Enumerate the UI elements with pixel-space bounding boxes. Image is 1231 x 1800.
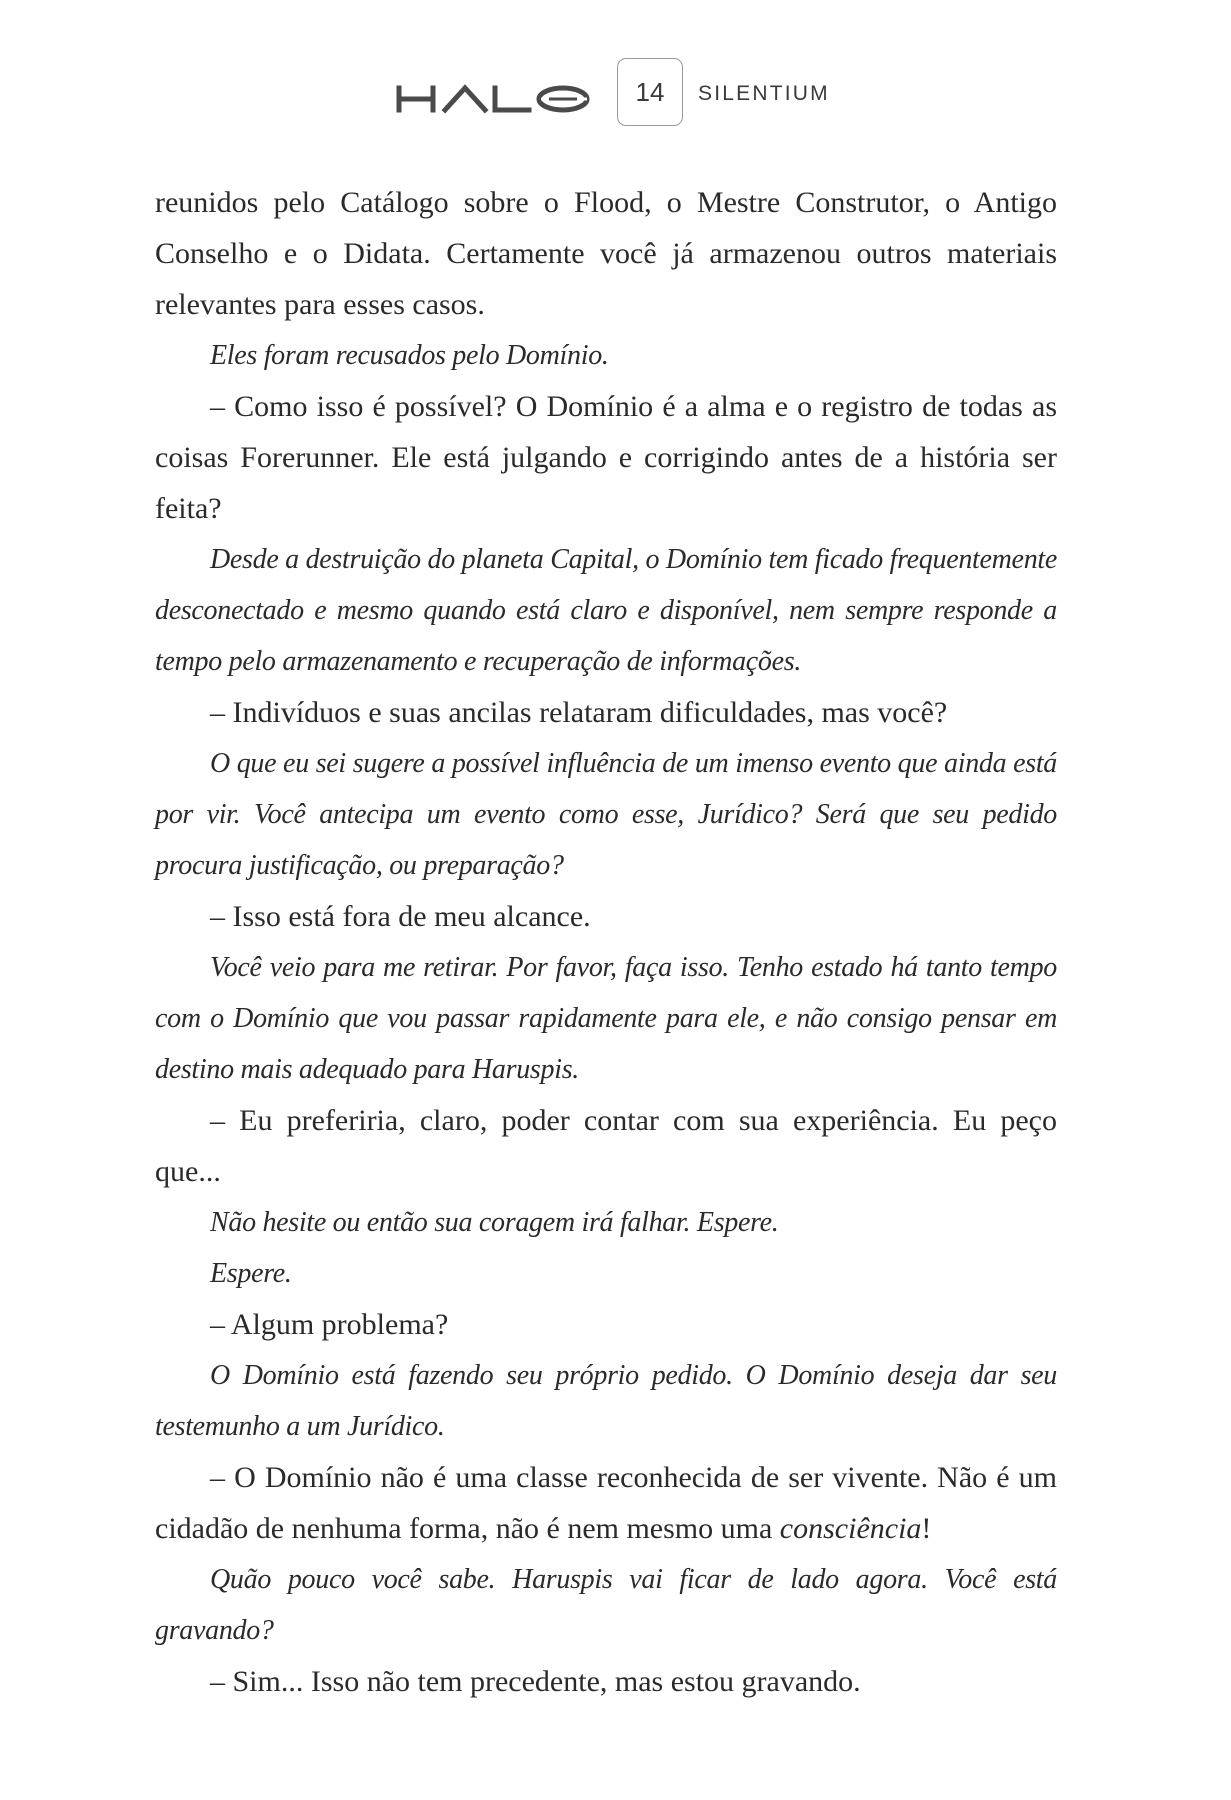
paragraph: – Como isso é possível? O Domínio é a alma e o registro de todas as coisas Forerunner. Ele está julgando e corrigindo antes de a história ser feita? (155, 390, 1057, 525)
halo-logo (395, 80, 595, 114)
paragraph-text: ! (921, 1512, 932, 1545)
emphasis: consciência (779, 1512, 922, 1545)
paragraph-italic: Quão pouco você sabe. Haruspis vai ficar de lado agora. Você está gravando? (155, 1564, 1057, 1646)
page-number-text: 14 (635, 76, 665, 107)
paragraph: – Indivíduos e suas ancilas relataram dificuldades, mas você? (210, 696, 948, 729)
page-body (155, 177, 1057, 1707)
paragraph-italic: O Domínio está fazendo seu próprio pedido. O Domínio deseja dar seu testemunho a um Jurídico. (155, 1360, 1057, 1442)
paragraph: – Eu preferiria, claro, poder contar com sua experiência. Eu peço que... (155, 1104, 1057, 1188)
paragraph-italic: Espere. (210, 1258, 292, 1289)
page-number (617, 58, 683, 126)
paragraph-italic: Desde a destruição do planeta Capital, o Domínio tem ficado frequentemente desconectado e mesmo quando está claro e disponível, nem sempre responde a tempo pelo armazenamento e recuperação de informações. (155, 544, 1057, 677)
paragraph-italic: Eles foram recusados pelo Domínio. (210, 340, 609, 371)
page-header (0, 58, 1231, 130)
paragraph: reunidos pelo Catálogo sobre o Flood, o Mestre Construtor, o Antigo Conselho e o Didata. Certamente você já armazenou outros materiais relevantes para esses casos. (155, 186, 1057, 321)
paragraph: – Algum problema? (210, 1308, 449, 1341)
paragraph (155, 1452, 1057, 1554)
paragraph-text: – O Domínio não é uma classe reconhecida de ser vivente. Não é um cidadão de nenhuma forma, não é nem mesmo uma (155, 1461, 1057, 1545)
paragraph: – Sim... Isso não tem precedente, mas estou gravando. (210, 1665, 861, 1698)
running-title: SILENTIUM (698, 82, 830, 105)
paragraph-italic: Não hesite ou então sua coragem irá falhar. Espere. (210, 1207, 779, 1238)
paragraph-italic: O que eu sei sugere a possível influência de um imenso evento que ainda está por vir. Você antecipa um evento como esse, Jurídico? Será que seu pedido procura justificação, ou preparação? (155, 748, 1057, 881)
paragraph: – Isso está fora de meu alcance. (210, 900, 591, 933)
paragraph-italic: Você veio para me retirar. Por favor, faça isso. Tenho estado há tanto tempo com o Domínio que vou passar rapidamente para ele, e não consigo pensar em destino mais adequado para Haruspis. (155, 952, 1057, 1085)
